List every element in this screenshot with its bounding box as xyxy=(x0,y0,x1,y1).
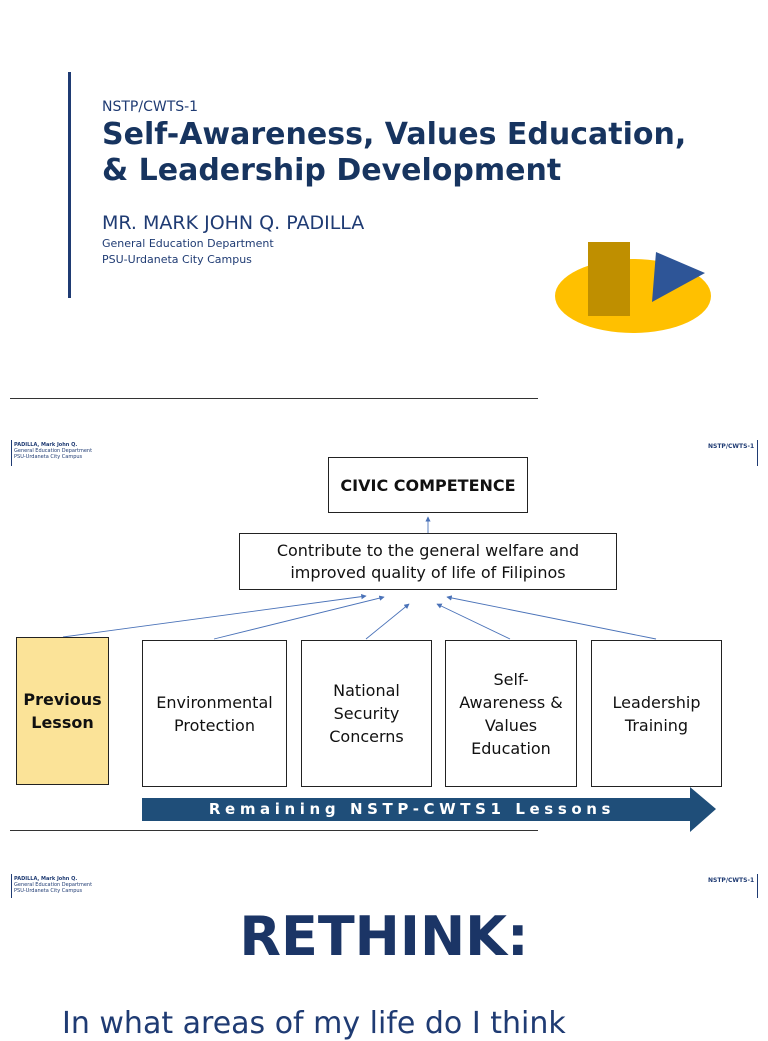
slide-title-line-2: & Leadership Development xyxy=(102,153,562,188)
rethink-question-text: In what areas of my life do I think xyxy=(62,1006,566,1041)
slide-header-info-2 xyxy=(14,876,92,894)
arrow-from-leadership xyxy=(447,597,656,639)
header-author-2: PADILLA, Mark John Q. xyxy=(14,876,78,882)
self-awareness-line-4: Education xyxy=(471,738,551,758)
header-department-2: General Education Department xyxy=(14,882,93,888)
self-awareness-line-1: Self- xyxy=(493,669,529,689)
remaining-lessons-label: Remaining NSTP-CWTS1 Lessons xyxy=(208,800,616,818)
previous-lesson-box xyxy=(16,637,109,785)
header-course-code-2: NSTP/CWTS-1 xyxy=(708,877,755,884)
arrow-from-environmental xyxy=(214,597,384,639)
self-awareness-label xyxy=(459,668,562,760)
header-course-code: NSTP/CWTS-1 xyxy=(708,443,755,450)
national-security-label xyxy=(329,679,404,748)
general-welfare-text xyxy=(277,540,579,584)
self-awareness-line-3: Values xyxy=(484,715,538,735)
arrow-from-self-awareness xyxy=(437,604,510,639)
header-right-bar-2 xyxy=(757,874,758,898)
presenter-name: MR. MARK JOHN Q. PADILLA xyxy=(102,212,365,234)
national-line-3: Concerns xyxy=(329,727,404,746)
previous-lesson-line-1: Previous xyxy=(23,690,102,709)
previous-lesson-label xyxy=(23,688,101,734)
presenter-department: General Education Department xyxy=(102,237,274,250)
environmental-protection-label xyxy=(156,691,272,737)
course-code: NSTP/CWTS-1 xyxy=(102,99,199,115)
arrow-from-previous-lesson xyxy=(63,596,366,637)
civic-competence-label: CIVIC COMPETENCE xyxy=(340,475,516,495)
self-awareness-box xyxy=(445,640,577,787)
general-welfare-box xyxy=(239,533,617,590)
arrow-from-national-security xyxy=(366,604,409,639)
rethink-title: RETHINK: xyxy=(239,905,529,968)
leadership-line-1: Leadership xyxy=(612,692,701,712)
environmental-line-2: Protection xyxy=(174,715,255,735)
header-department: General Education Department xyxy=(14,448,93,454)
previous-lesson-line-2: Lesson xyxy=(31,713,94,732)
national-security-box xyxy=(301,640,432,787)
leadership-training-label xyxy=(613,691,701,737)
self-awareness-line-2: Awareness & xyxy=(459,692,563,712)
national-line-2: Security xyxy=(333,704,400,723)
civic-competence-box xyxy=(328,457,528,513)
environmental-protection-box xyxy=(142,640,287,787)
presenter-campus: PSU-Urdaneta City Campus xyxy=(102,253,252,266)
leadership-training-box xyxy=(591,640,722,787)
slide-divider-2 xyxy=(10,830,538,831)
general-welfare-line-2: improved quality of life of Filipinos xyxy=(290,562,566,582)
header-left-bar-2 xyxy=(11,874,12,898)
environmental-line-1: Environmental xyxy=(156,692,273,712)
slide-title-line-1: Self-Awareness, Values Education, xyxy=(102,117,687,152)
general-welfare-line-1: Contribute to the general welfare and xyxy=(276,540,580,560)
header-campus: PSU-Urdaneta City Campus xyxy=(14,454,83,460)
header-author: PADILLA, Mark John Q. xyxy=(14,442,78,448)
leadership-line-2: Training xyxy=(624,715,689,735)
national-line-1: National xyxy=(333,681,400,700)
header-campus-2: PSU-Urdaneta City Campus xyxy=(14,888,83,894)
